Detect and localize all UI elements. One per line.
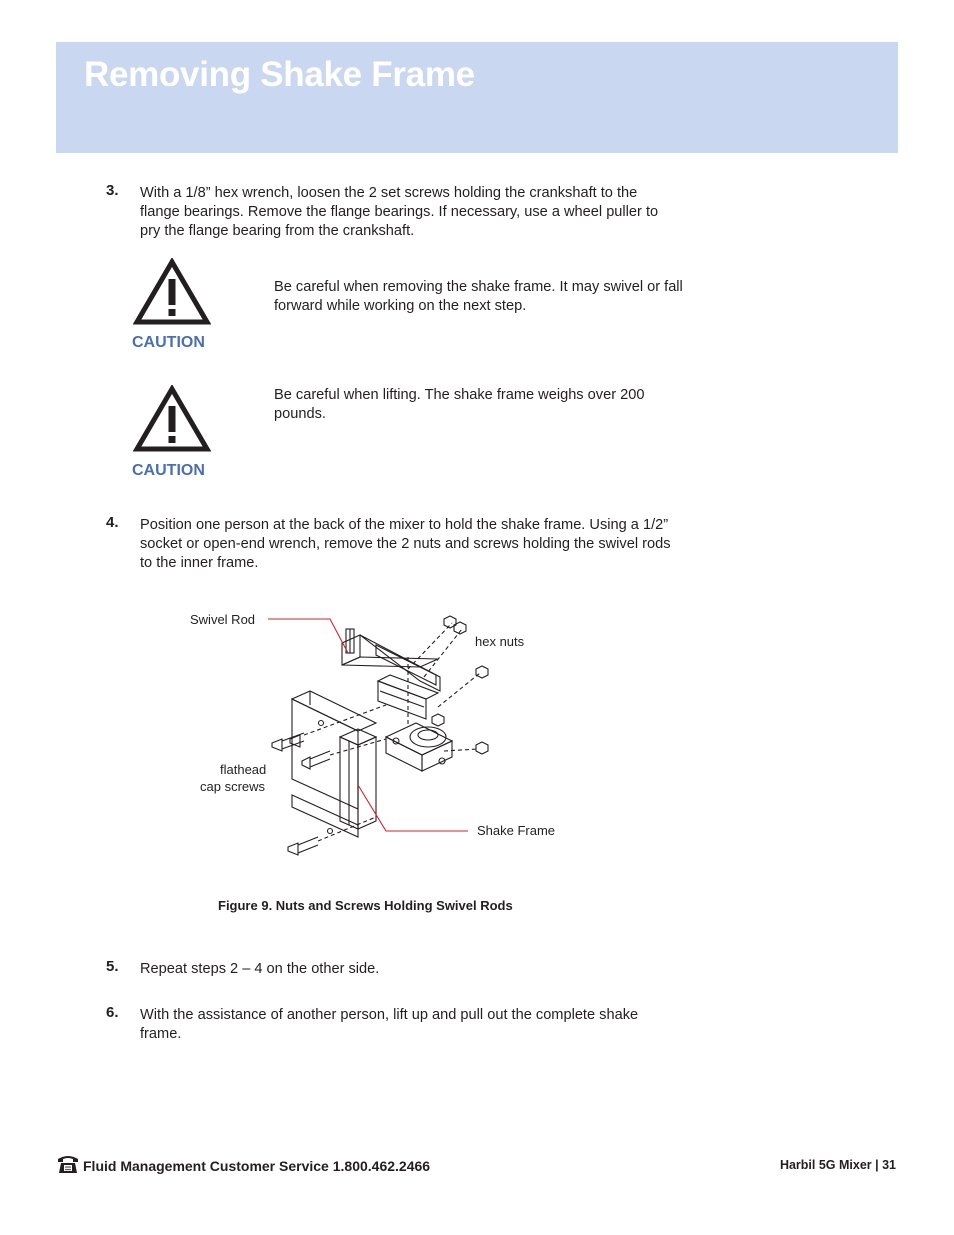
- step-number: 6.: [106, 1004, 119, 1021]
- caution-text: Be careful when removing the shake frame. It may swivel or fall forward while working on the next step.: [274, 279, 683, 314]
- assembly-guide-lines: [304, 623, 480, 841]
- step-number: 5.: [106, 958, 119, 975]
- telephone-icon: [56, 1152, 80, 1174]
- caution-label: CAUTION: [132, 334, 205, 351]
- step-text: Repeat steps 2 – 4 on the other side.: [140, 961, 380, 977]
- callout-leader-lines: [268, 619, 468, 831]
- caution-block: [130, 385, 220, 479]
- page-title: Removing Shake Frame: [84, 55, 475, 94]
- step-number: 3.: [106, 182, 119, 199]
- footer-left-text: Fluid Management Customer Service 1.800.462.2466: [83, 1158, 431, 1174]
- flathead-cap-screws: [272, 721, 333, 856]
- step-text: With the assistance of another person, lift up and pull out the complete shake frame.: [140, 1007, 639, 1042]
- callout-hex-nuts: hex nuts: [475, 634, 525, 649]
- exploded-view-figure: [180, 595, 580, 875]
- step-number: 4.: [106, 514, 119, 531]
- caution-label: CAUTION: [132, 462, 205, 479]
- footer-page-info: Harbil 5G Mixer | 31: [779, 1158, 896, 1172]
- warning-triangle-icon: [133, 258, 211, 326]
- warning-triangle-icon: [133, 385, 211, 453]
- callout-shake-frame: Shake Frame: [477, 823, 556, 838]
- step-text: With a 1/8” hex wrench, loosen the 2 set screws holding the crankshaft to the flange bearings. Remove the flange bearings. If necessary, use a wheel puller to pry the flange bearing from the crankshaft.: [140, 185, 659, 239]
- title-banner: [56, 42, 898, 153]
- footer-customer-service: [56, 1152, 430, 1174]
- swivel-rod-bracket: [342, 629, 440, 691]
- step-text: Position one person at the back of the mixer to hold the shake frame. Using a 1/2” socket or open-end wrench, remove the 2 nuts and screws holding the swivel rods to the inner frame.: [140, 517, 671, 571]
- caution-block: [130, 258, 220, 351]
- callout-flathead-line1: flathead: [220, 762, 267, 777]
- callout-swivel-rod: Swivel Rod: [190, 612, 256, 627]
- flange-bearing: [386, 723, 452, 771]
- caution-text: Be careful when lifting. The shake frame weighs over 200 pounds.: [274, 387, 645, 422]
- callout-flathead-line2: cap screws: [200, 779, 266, 794]
- figure-caption: Figure 9. Nuts and Screws Holding Swivel Rods: [218, 898, 513, 913]
